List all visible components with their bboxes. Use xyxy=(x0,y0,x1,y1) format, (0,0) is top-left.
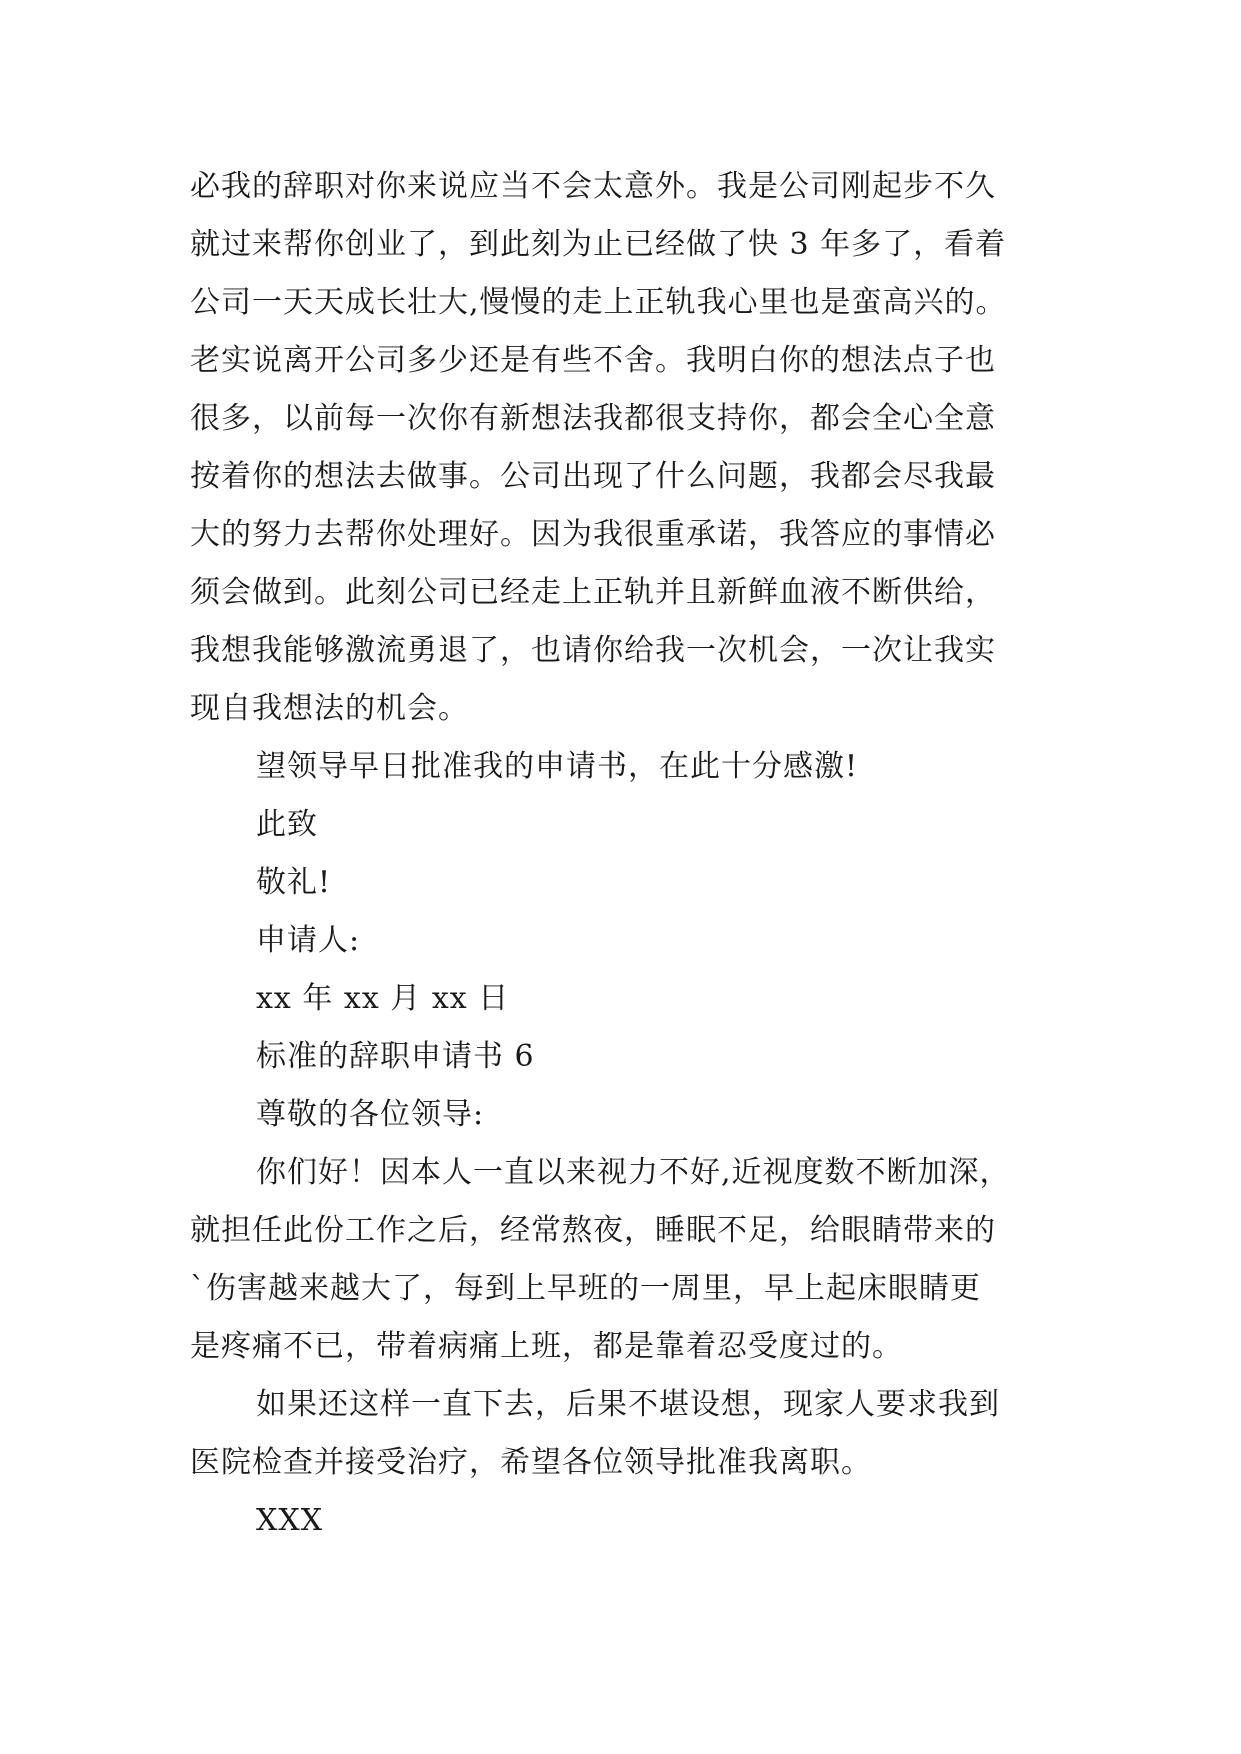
date-line: xx 年 xx 月 xx 日 xyxy=(256,981,510,1016)
body-line: 很多，以前每一次你有新想法我都很支持你，都会全心全意 xyxy=(190,401,996,436)
body-line: 如果还这样一直下去，后果不堪设想，现家人要求我到 xyxy=(256,1387,1000,1422)
body-line: 现自我想法的机会。 xyxy=(190,691,469,726)
section-title: 标准的辞职申请书 6 xyxy=(256,1039,535,1074)
body-line: 按着你的想法去做事。公司出现了什么问题，我都会尽我最 xyxy=(190,459,996,494)
body-line: 大的努力去帮你处理好。因为我很重承诺，我答应的事情必 xyxy=(190,517,996,552)
body-line: 老实说离开公司多少还是有些不舍。我明白你的想法点子也 xyxy=(190,343,996,378)
document-body xyxy=(190,158,1090,1550)
body-line: 必我的辞职对你来说应当不会太意外。我是公司刚起步不久 xyxy=(190,169,996,204)
body-line: 公司一天天成长壮大,慢慢的走上正轨我心里也是蛮高兴的。 xyxy=(190,285,1007,320)
body-line: 我想我能够激流勇退了，也请你给我一次机会，一次让我实 xyxy=(190,633,996,668)
salutation-cizhi: 此致 xyxy=(256,807,318,842)
closing-request: 望领导早日批准我的申请书，在此十分感激! xyxy=(256,749,859,784)
body-line: 医院检查并接受治疗，希望各位领导批准我离职。 xyxy=(190,1445,872,1480)
applicant-label: 申请人: xyxy=(256,923,361,958)
body-line: 是疼痛不已，带着病痛上班，都是靠着忍受度过的。 xyxy=(190,1329,903,1364)
body-line: 须会做到。此刻公司已经走上正轨并且新鲜血液不断供给， xyxy=(190,575,996,610)
body-line: `伤害越来越大了，每到上早班的一周里，早上起床眼睛更 xyxy=(190,1271,981,1306)
salutation-jingli: 敬礼! xyxy=(256,865,332,900)
body-line: 就担任此份工作之后，经常熬夜，睡眠不足，给眼睛带来的 xyxy=(190,1213,996,1248)
signature: XXX xyxy=(256,1503,324,1538)
body-line: 就过来帮你创业了，到此刻为止已经做了快 3 年多了，看着 xyxy=(190,227,1007,262)
body-line: 你们好！因本人一直以来视力不好,近视度数不断加深， xyxy=(256,1155,1011,1190)
greeting: 尊敬的各位领导: xyxy=(256,1097,485,1132)
